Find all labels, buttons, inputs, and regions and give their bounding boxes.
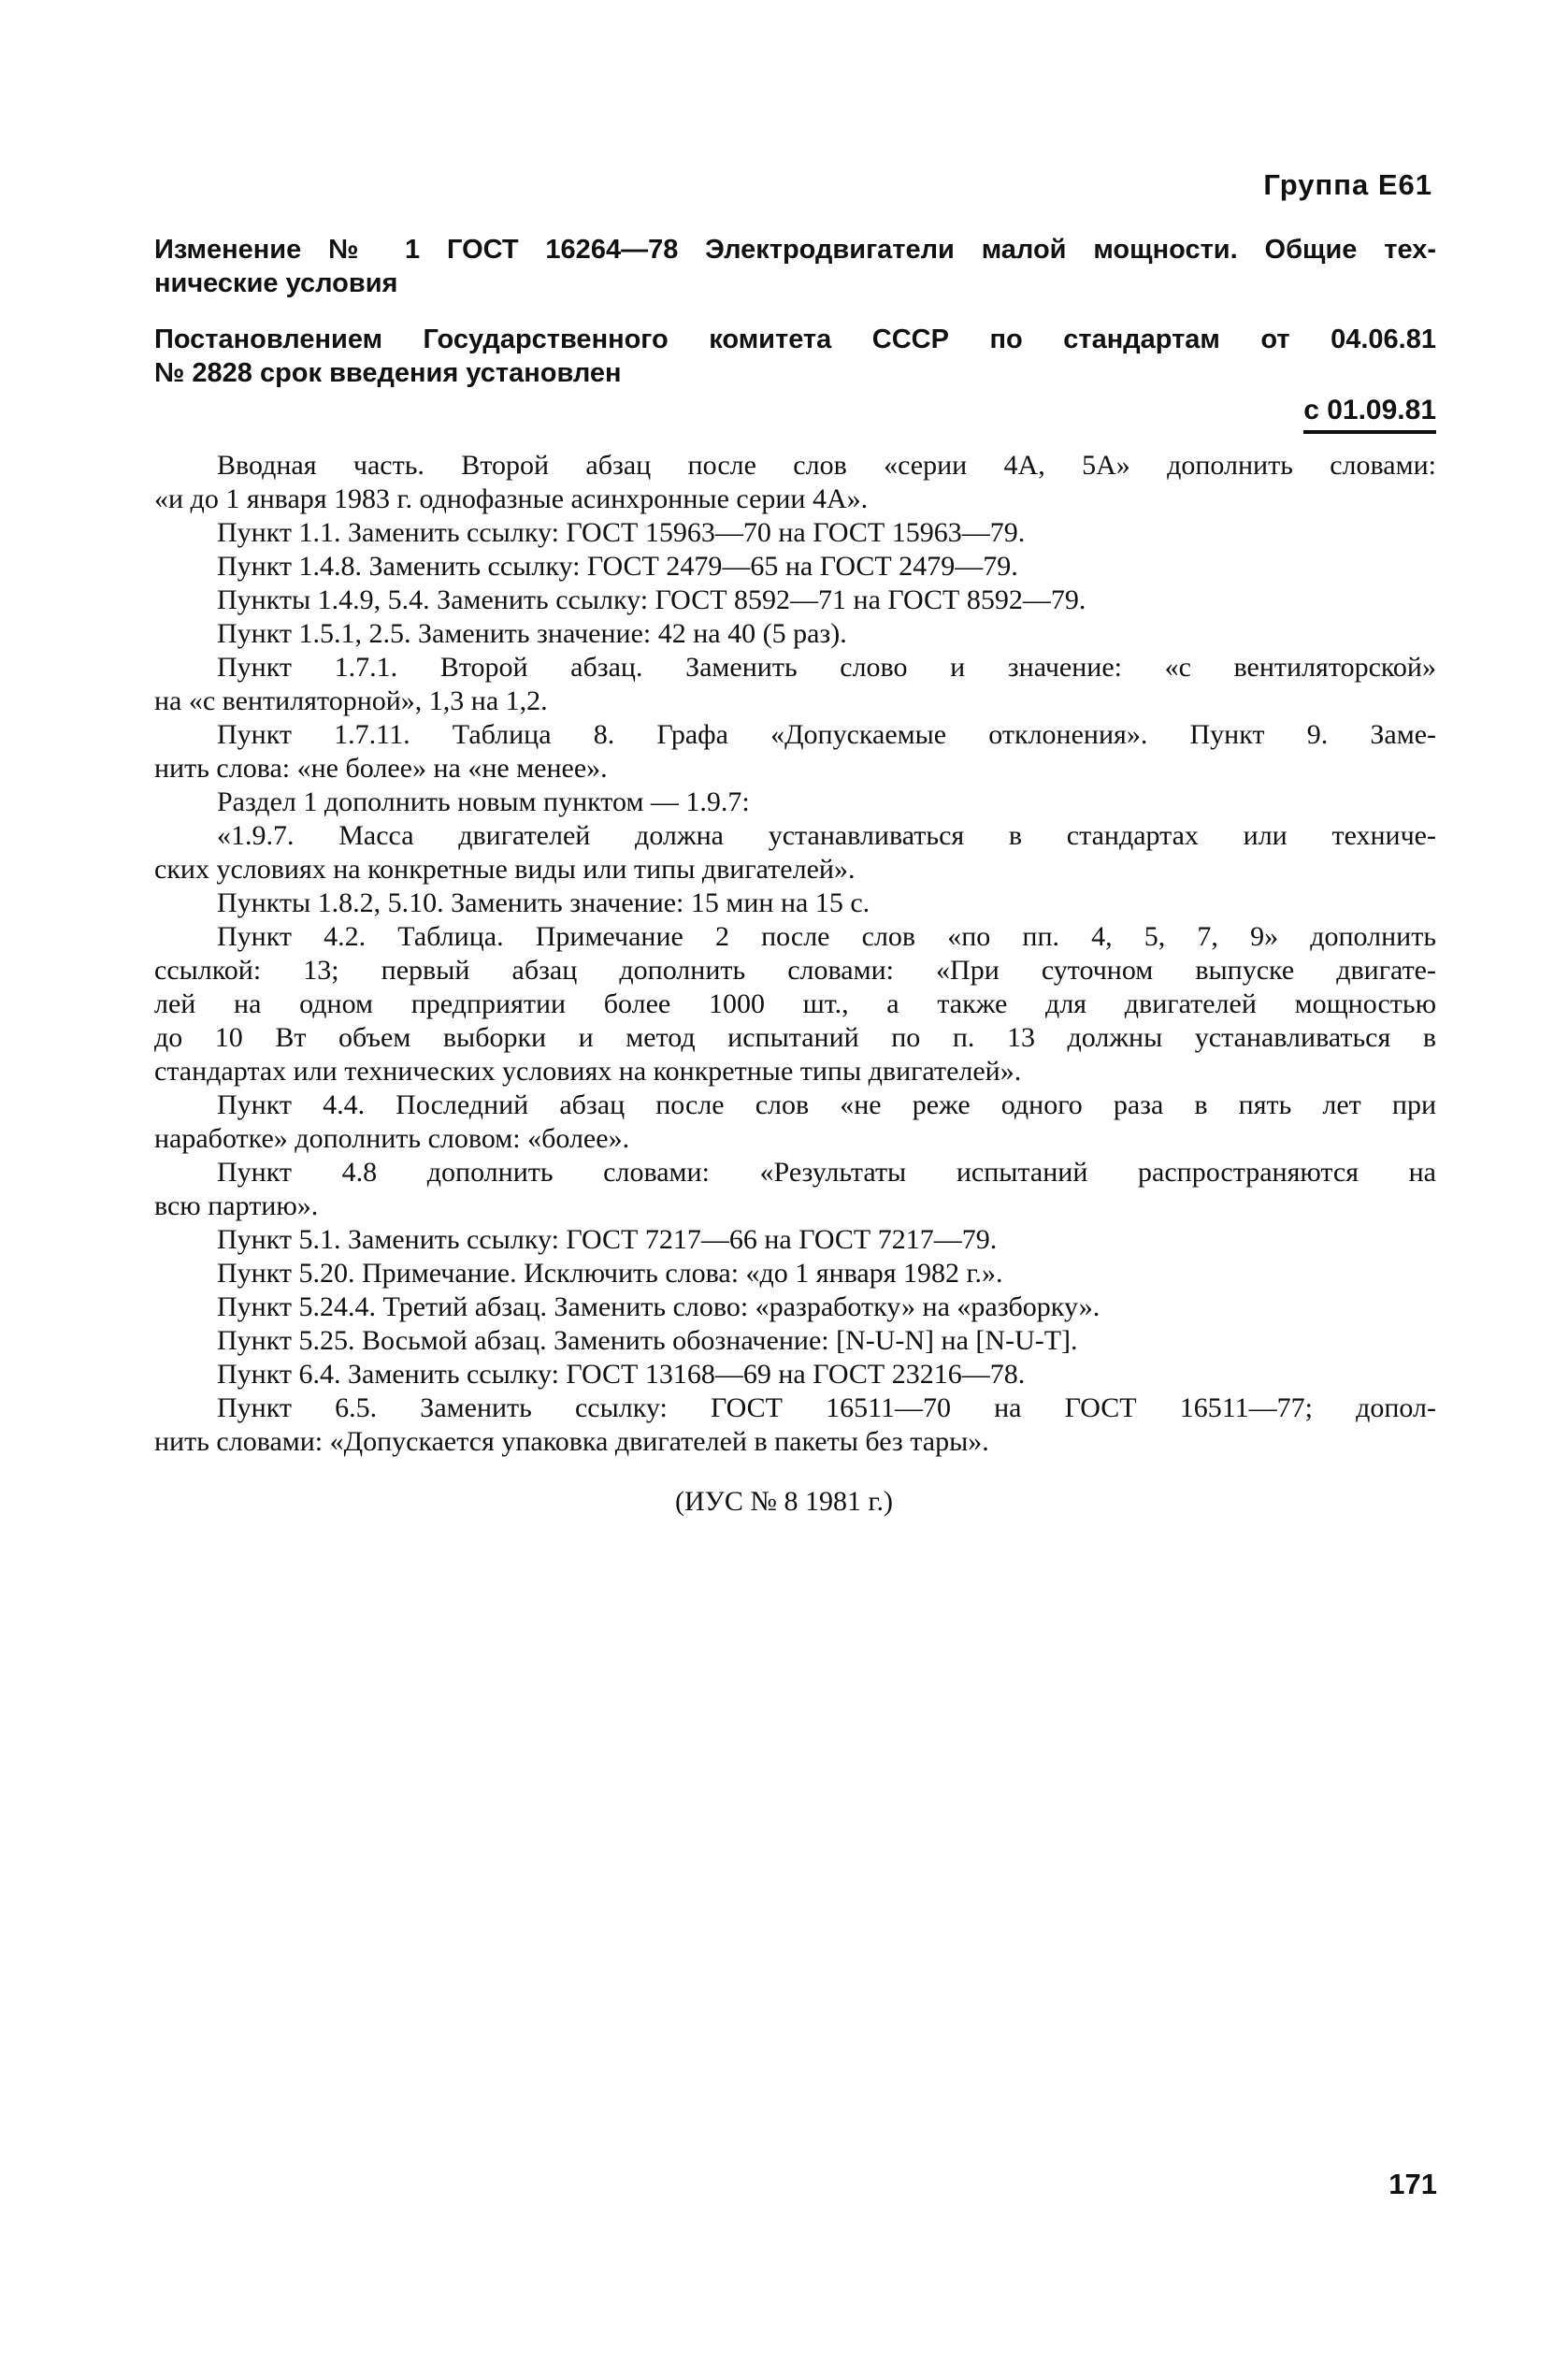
- paragraph: [154, 1324, 1436, 1358]
- paragraph: [154, 1223, 1436, 1257]
- paragraph: [154, 886, 1436, 920]
- text-line: лей на одном предприятии более 1000 шт., а также для двигателей мощностью: [154, 988, 1436, 1019]
- text-line: Пункты 1.4.9, 5.4. Заменить ссылку: ГОСТ 8592—71 на ГОСТ 8592—79.: [217, 584, 1086, 615]
- text-line: нить словами: «Допускается упаковка двигателей в пакеты без тары».: [154, 1426, 989, 1457]
- text-line: Пункт 5.20. Примечание. Исключить слова: «до 1 января 1982 г.».: [217, 1258, 1003, 1289]
- paragraph: [154, 1257, 1436, 1290]
- paragraph: [154, 651, 1436, 718]
- page-number: 171: [1388, 2168, 1437, 2200]
- text-line: всю партию».: [154, 1190, 319, 1221]
- text-line: стандартах или технических условиях на конкретные типы двигателей».: [154, 1056, 1022, 1087]
- text-line: Пункт 5.1. Заменить ссылку: ГОСТ 7217—66 на ГОСТ 7217—79.: [217, 1224, 998, 1255]
- text-line: Вводная часть. Второй абзац после слов «серии 4А, 5А» дополнить словами:: [217, 450, 1436, 481]
- paragraph: [154, 550, 1436, 584]
- text-line: «1.9.7. Масса двигателей должна устанавливаться в стандартах или техниче-: [217, 820, 1436, 851]
- text-line: Пункт 4.4. Последний абзац после слов «не реже одного раза в пять лет при: [217, 1089, 1436, 1120]
- paragraph: [154, 449, 1436, 516]
- amendment-body: [154, 449, 1436, 1459]
- decree-line: Постановлением Государственного комитета СССР по стандартам от 04.06.81: [154, 324, 1436, 354]
- text-line: ссылкой: 13; первый абзац дополнить словами: «При суточном выпуске двигате-: [154, 955, 1436, 986]
- paragraph: [154, 920, 1436, 1088]
- paragraph: [154, 516, 1436, 550]
- paragraph: [154, 1391, 1436, 1459]
- group-code: Группа Е61: [1263, 168, 1432, 201]
- paragraph: [154, 786, 1436, 819]
- text-line: Пункт 6.5. Заменить ссылку: ГОСТ 16511—70 на ГОСТ 16511—77; допол-: [217, 1392, 1436, 1423]
- paragraph: [154, 584, 1436, 617]
- text-line: Пункт 5.25. Восьмой абзац. Заменить обозначение: [N-U-N] на [N-U-T].: [217, 1325, 1078, 1356]
- text-line: ских условиях на конкретные виды или типы двигателей».: [154, 854, 856, 885]
- text-line: Пункт 1.1. Заменить ссылку: ГОСТ 15963—70 на ГОСТ 15963—79.: [217, 517, 1026, 548]
- paragraph: [154, 1358, 1436, 1391]
- text-line: Пункт 4.8 дополнить словами: «Результаты испытаний распространяются на: [217, 1157, 1436, 1188]
- paragraph: [154, 819, 1436, 886]
- text-line: Пункт 4.2. Таблица. Примечание 2 после слов «по пп. 4, 5, 7, 9» дополнить: [217, 921, 1436, 952]
- source-reference: (ИУС № 8 1981 г.): [675, 1486, 893, 1517]
- paragraph: [154, 1156, 1436, 1223]
- text-line: Пункт 1.4.8. Заменить ссылку: ГОСТ 2479—65 на ГОСТ 2479—79.: [217, 551, 1018, 582]
- paragraph: [154, 718, 1436, 786]
- paragraph: [154, 1290, 1436, 1324]
- text-line: Пункт 1.5.1, 2.5. Заменить значение: 42 на 40 (5 раз).: [217, 618, 847, 649]
- paragraph: [154, 1088, 1436, 1156]
- text-line: Пункт 5.24.4. Третий абзац. Заменить слово: «разработку» на «разборку».: [217, 1291, 1100, 1322]
- paragraph: [154, 617, 1436, 651]
- text-line: Раздел 1 дополнить новым пунктом — 1.9.7:: [217, 786, 750, 817]
- heading-line: нические условия: [154, 268, 398, 298]
- decree-line: № 2828 срок введения установлен: [154, 358, 622, 388]
- text-line: Пункт 1.7.1. Второй абзац. Заменить слово и значение: «с вентиляторской»: [217, 652, 1436, 683]
- text-line: Пункт 6.4. Заменить ссылку: ГОСТ 13168—69 на ГОСТ 23216—78.: [217, 1359, 1026, 1390]
- text-line: нить слова: «не более» на «не менее».: [154, 753, 608, 784]
- text-line: наработке» дополнить словом: «более».: [154, 1123, 630, 1154]
- heading-line: Изменение № 1 ГОСТ 16264—78 Электродвигатели малой мощности. Общие тех-: [154, 235, 1436, 265]
- text-line: Пункт 1.7.11. Таблица 8. Графа «Допускаемые отклонения». Пункт 9. Заме-: [217, 719, 1436, 750]
- text-line: на «с вентиляторной», 1,3 на 1,2.: [154, 685, 548, 716]
- effective-date: с 01.09.81: [1303, 395, 1436, 434]
- text-line: «и до 1 января 1983 г. однофазные асинхронные серии 4А».: [154, 483, 869, 514]
- text-line: Пункты 1.8.2, 5.10. Заменить значение: 15 мин на 15 с.: [217, 887, 870, 918]
- text-line: до 10 Вт объем выборки и метод испытаний по п. 13 должны устанавливаться в: [154, 1022, 1436, 1053]
